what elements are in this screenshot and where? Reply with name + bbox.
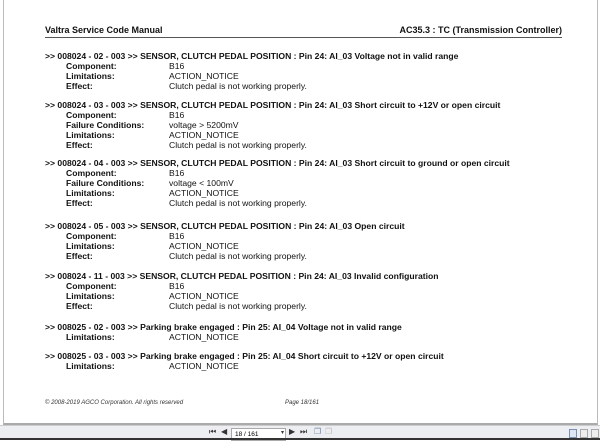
detail-label: Effect:: [66, 140, 93, 150]
fault-detail-row: [45, 251, 405, 261]
detail-value: ACTION_NOTICE: [169, 241, 239, 251]
first-page-icon[interactable]: ⏮: [209, 427, 217, 436]
page-paste-icon[interactable]: ❐: [325, 427, 333, 436]
detail-label: Component:: [66, 168, 117, 178]
detail-label: Failure Conditions:: [66, 120, 145, 130]
fault-detail-row: [45, 61, 458, 71]
detail-value: ACTION_NOTICE: [169, 130, 239, 140]
detail-label: Limitations:: [66, 291, 115, 301]
fault-code-title: >> 008025 - 02 - 003 >> Parking brake engaged : Pin 25: AI_04 Voltage not in valid range: [45, 322, 402, 332]
fault-code-entry: [45, 158, 510, 208]
fault-code-entry: [45, 51, 458, 91]
fault-code-title: >> 008024 - 04 - 003 >> SENSOR, CLUTCH PEDAL POSITION : Pin 24: AI_03 Short circuit to ground or open circuit: [45, 158, 510, 168]
detail-label: Limitations:: [66, 241, 115, 251]
section-title: AC35.3 : TC (Transmission Controller): [399, 25, 562, 35]
fault-code-entry: [45, 221, 405, 261]
detail-value: B16: [169, 61, 185, 71]
fault-code-title: >> 008024 - 03 - 003 >> SENSOR, CLUTCH PEDAL POSITION : Pin 24: AI_03 Short circuit to +12V or open circuit: [45, 100, 501, 110]
prev-page-icon[interactable]: ◀: [221, 427, 228, 436]
detail-label: Limitations:: [66, 332, 115, 342]
detail-value: B16: [169, 168, 185, 178]
detail-label: Component:: [66, 61, 117, 71]
page-header: [45, 25, 562, 38]
detail-value: ACTION_NOTICE: [169, 332, 239, 342]
next-page-icon[interactable]: ▶: [289, 427, 296, 436]
fault-detail-row: [45, 301, 439, 311]
detail-value: voltage > 5200mV: [169, 120, 239, 130]
page-number: Page 18/161: [285, 400, 320, 406]
detail-label: Limitations:: [66, 71, 115, 81]
fault-code-title: >> 008024 - 05 - 003 >> SENSOR, CLUTCH PEDAL POSITION : Pin 24: AI_03 Open circuit: [45, 221, 405, 231]
fault-detail-row: [45, 168, 510, 178]
fault-detail-row: [45, 81, 458, 91]
page-dropdown-icon[interactable]: ▾: [281, 430, 285, 436]
copyright: © 2008-2019 AGCO Corporation. All rights reserved: [45, 400, 184, 406]
detail-label: Effect:: [66, 81, 93, 91]
fault-detail-row: [45, 110, 500, 120]
fault-code-entry: [45, 100, 500, 150]
detail-value: Clutch pedal is not working properly.: [169, 251, 307, 261]
fault-detail-row: [45, 188, 510, 198]
detail-value: ACTION_NOTICE: [169, 291, 239, 301]
detail-value: Clutch pedal is not working properly.: [169, 81, 307, 91]
fault-code-entry: [45, 271, 439, 311]
fault-detail-row: [45, 71, 458, 81]
detail-value: ACTION_NOTICE: [169, 188, 239, 198]
detail-value: Clutch pedal is not working properly.: [169, 140, 307, 150]
fault-code-title: >> 008024 - 02 - 003 >> SENSOR, CLUTCH PEDAL POSITION : Pin 24: AI_03 Voltage not in valid range: [45, 51, 459, 61]
fault-detail-row: [45, 332, 402, 342]
fault-detail-row: [45, 178, 510, 188]
detail-value: Clutch pedal is not working properly.: [169, 198, 307, 208]
detail-value: B16: [169, 231, 185, 241]
fault-detail-row: [45, 120, 500, 130]
detail-value: voltage < 100mV: [169, 178, 234, 188]
detail-label: Component:: [66, 110, 117, 120]
fault-code-entry: [45, 322, 402, 342]
fault-code-entry: [45, 351, 444, 371]
viewer-toolbar: [0, 425, 600, 439]
fault-detail-row: [45, 241, 405, 251]
detail-value: ACTION_NOTICE: [169, 71, 239, 81]
detail-label: Limitations:: [66, 188, 115, 198]
fault-detail-row: [45, 291, 439, 301]
document-page: [3, 0, 598, 425]
detail-value: B16: [169, 110, 185, 120]
fault-detail-row: [45, 198, 510, 208]
fault-detail-row: [45, 130, 500, 140]
detail-label: Limitations:: [66, 361, 115, 371]
detail-label: Component:: [66, 231, 117, 241]
detail-label: Failure Conditions:: [66, 178, 145, 188]
fault-detail-row: [45, 281, 439, 291]
fault-detail-row: [45, 231, 405, 241]
detail-label: Effect:: [66, 198, 93, 208]
page-copy-icon[interactable]: ❐: [314, 427, 322, 436]
detail-value: Clutch pedal is not working properly.: [169, 301, 307, 311]
detail-label: Effect:: [66, 251, 93, 261]
detail-label: Effect:: [66, 301, 93, 311]
detail-value: ACTION_NOTICE: [169, 361, 239, 371]
two-page-view-icon[interactable]: [591, 429, 599, 438]
last-page-icon[interactable]: ⏭: [300, 427, 308, 436]
detail-label: Component:: [66, 281, 117, 291]
continuous-view-icon[interactable]: [580, 429, 588, 438]
fault-code-title: >> 008024 - 11 - 003 >> SENSOR, CLUTCH PEDAL POSITION : Pin 24: AI_03 Invalid configuration: [45, 271, 439, 281]
fault-detail-row: [45, 361, 444, 371]
detail-label: Limitations:: [66, 130, 115, 140]
fault-code-title: >> 008025 - 03 - 003 >> Parking brake engaged : Pin 25: AI_04 Short circuit to +12V or open circuit: [45, 351, 444, 361]
manual-title: Valtra Service Code Manual: [45, 25, 163, 35]
single-page-view-icon[interactable]: [569, 429, 577, 438]
detail-value: B16: [169, 281, 185, 291]
fault-detail-row: [45, 140, 500, 150]
